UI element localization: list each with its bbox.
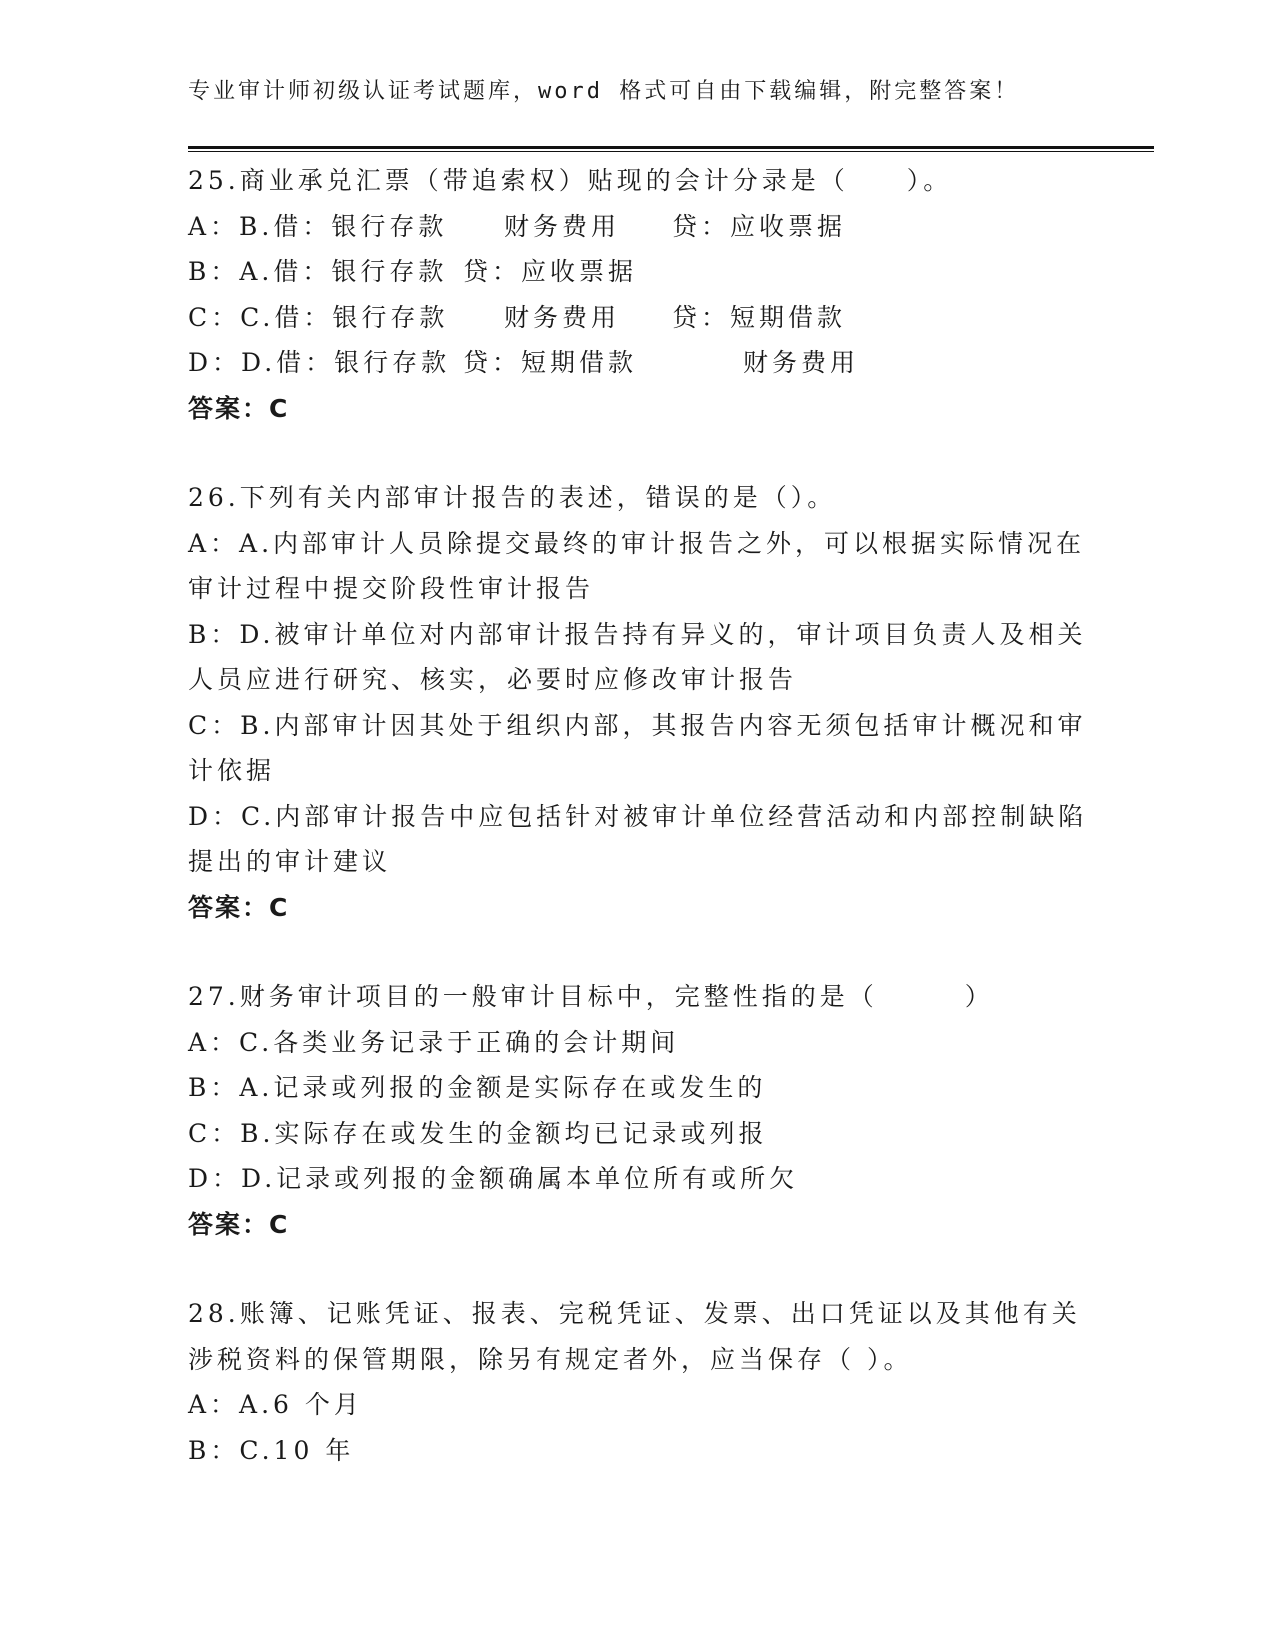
header-rule-thin: [188, 151, 1154, 152]
question-26: [188, 475, 1088, 930]
option-text: D：D.借：银行存款: [188, 348, 451, 377]
option-text: 贷：应收票据: [672, 211, 847, 241]
option-c: C：B.内部审计因其处于组织内部，其报告内容无须包括审计概况和审: [188, 710, 1087, 740]
option-a: A：C.各类业务记录于正确的会计期间: [188, 1027, 680, 1057]
question-stem: 26.下列有关内部审计报告的表述，错误的是（）。: [188, 483, 837, 512]
option-c: C：B.实际存在或发生的金额均已记录或列报: [188, 1118, 768, 1148]
option-c-cont: 计依据: [188, 756, 276, 785]
question-stem: 27.财务审计项目的一般审计目标中，完整性指的是（ ）: [188, 982, 994, 1011]
option-text: C：C.借：银行存款: [188, 302, 449, 332]
question-25: [188, 158, 1088, 431]
question-list: [188, 158, 1088, 1473]
option-a-cont: 审计过程中提交阶段性审计报告: [188, 574, 595, 603]
option-text: A：B.借：银行存款: [188, 211, 448, 241]
option-text: 财务费用: [504, 211, 621, 241]
question-28: [188, 1291, 1088, 1473]
option-a: A：A.6 个月: [188, 1390, 363, 1419]
option-b: [188, 249, 1088, 295]
option-a: [188, 204, 1088, 250]
option-text: 贷：短期借款: [463, 348, 638, 377]
option-c: [188, 295, 1088, 341]
spacer: [188, 431, 1088, 475]
question-27: [188, 974, 1088, 1247]
option-b: B：A.记录或列报的金额是实际存在或发生的: [188, 1073, 767, 1102]
question-stem-cont: 涉税资料的保管期限，除另有规定者外，应当保存（ ）。: [188, 1344, 913, 1374]
page-header: 专业审计师初级认证考试题库，word 格式可自由下载编辑，附完整答案！: [188, 79, 1020, 104]
question-stem: 25.商业承兑汇票（带追索权）贴现的会计分录是（ ）。: [188, 166, 953, 195]
answer: 答案：C: [188, 1209, 290, 1239]
question-stem: 28.账簿、记账凭证、报表、完税凭证、发票、出口凭证以及其他有关: [188, 1299, 1081, 1328]
option-text: 贷：应收票据: [463, 257, 638, 286]
option-text: 财务费用: [504, 302, 621, 332]
option-text: B：A.借：银行存款: [188, 257, 448, 286]
option-b: B：D.被审计单位对内部审计报告持有异义的，审计项目负责人及相关: [188, 619, 1087, 649]
option-d: [188, 340, 1088, 386]
option-b-cont: 人员应进行研究、核实，必要时应修改审计报告: [188, 665, 798, 694]
answer: 答案：C: [188, 393, 290, 423]
option-b: B：C.10 年: [188, 1435, 355, 1465]
option-d-cont: 提出的审计建议: [188, 847, 392, 876]
spacer: [188, 1247, 1088, 1291]
answer: 答案：C: [188, 892, 290, 922]
option-a: A：A.内部审计人员除提交最终的审计报告之外，可以根据实际情况在: [188, 528, 1086, 558]
spacer: [188, 930, 1088, 974]
option-d: D：C.内部审计报告中应包括针对被审计单位经营活动和内部控制缺陷: [188, 801, 1088, 831]
header-rule-thick: [188, 146, 1154, 149]
option-d: D：D.记录或列报的金额确属本单位所有或所欠: [188, 1164, 799, 1193]
option-text: 贷：短期借款: [672, 302, 847, 332]
option-text: 财务费用: [743, 348, 860, 377]
